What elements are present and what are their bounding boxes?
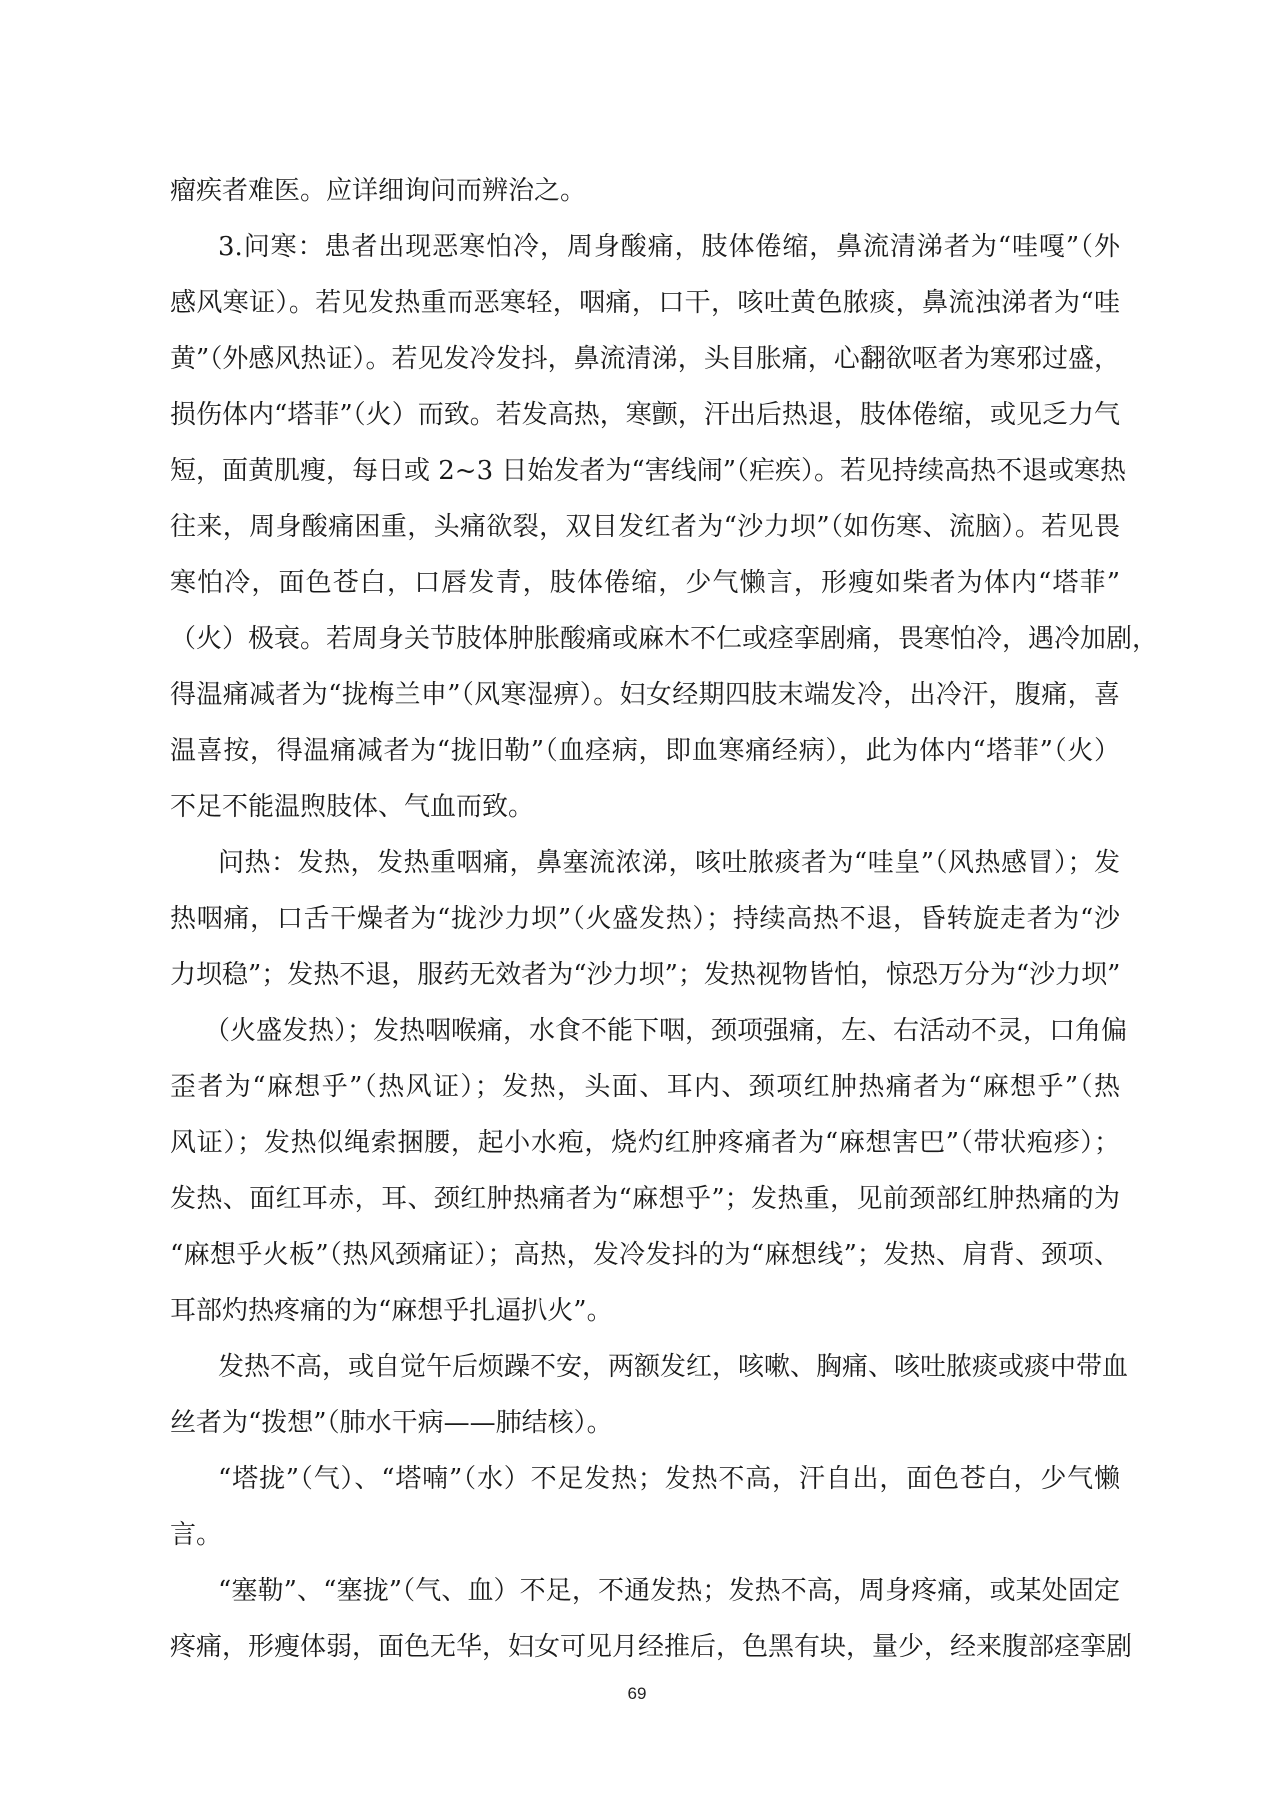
text-line: 发热、面红耳赤，耳、颈红肿热痛者为“麻想乎”；发热重，见前颈部红肿热痛的为 (170, 1184, 1120, 1214)
text-line: 歪者为“麻想乎”（热风证）；发热，头面、耳内、颈项红肿热痛者为“麻想乎”（热 (170, 1072, 1120, 1102)
text-line: 言。 (170, 1520, 223, 1550)
text-line: 寒怕冷，面色苍白，口唇发青，肢体倦缩，少气懒言，形瘦如柴者为体内“塔菲” (170, 568, 1120, 598)
text-line: 丝者为“拨想”（肺水干病——肺结核）。 (170, 1408, 613, 1438)
text-line: （火盛发热）；发热咽喉痛，水食不能下咽，颈项强痛，左、右活动不灵，口角偏 (204, 1016, 1128, 1046)
text-line: 温喜按，得温痛减者为“拢旧勒”（血痉病，即血寒痛经病），此为体内“塔菲”（火） (170, 736, 1120, 766)
text-line: 得温痛减者为“拢梅兰申”（风寒湿痹）。妇女经期四肢末端发冷，出冷汗，腹痛，喜 (170, 680, 1120, 710)
text-line: 感风寒证）。若见发热重而恶寒轻，咽痛，口干，咳吐黄色脓痰，鼻流浊涕者为“哇 (170, 288, 1120, 318)
text-line: 热咽痛，口舌干燥者为“拢沙力坝”（火盛发热）；持续高热不退，昏转旋走者为“沙 (170, 904, 1120, 934)
text-line: 力坝稳”；发热不退，服药无效者为“沙力坝”；发热视物皆怕，惊恐万分为“沙力坝” (170, 960, 1121, 990)
text-line: （火）极衰。若周身关节肢体肿胀酸痛或麻木不仁或痉挛剧痛，畏寒怕冷，遇冷加剧， (170, 624, 1159, 654)
text-line: 3.问寒：患者出现恶寒怕冷，周身酸痛，肢体倦缩，鼻流清涕者为“哇嘎”（外 (218, 232, 1120, 262)
text-line: 疼痛，形瘦体弱，面色无华，妇女可见月经推后，色黑有块，量少，经来腹部痉挛剧 (170, 1632, 1133, 1662)
text-line: “塔拢”（气）、“塔喃”（水）不足发热；发热不高，汗自出，面色苍白，少气懒 (218, 1464, 1120, 1494)
text-line: 风证）；发热似绳索捆腰，起小水疱，烧灼红肿疼痛者为“麻想害巴”（带状疱疹）； (170, 1128, 1120, 1158)
text-line: 往来，周身酸痛困重，头痛欲裂，双目发红者为“沙力坝”（如伤寒、流脑）。若见畏 (170, 512, 1120, 542)
page-number: 69 (627, 1684, 647, 1703)
text-line: 发热不高，或自觉午后烦躁不安，两额发红，咳嗽、胸痛、咳吐脓痰或痰中带血 (218, 1352, 1129, 1382)
text-line: 问热：发热，发热重咽痛，鼻塞流浓涕，咳吐脓痰者为“哇皇”（风热感冒）；发 (218, 848, 1120, 878)
text-line: “塞勒”、“塞拢”（气、血）不足，不通发热；发热不高，周身疼痛，或某处固定 (218, 1576, 1120, 1606)
text-line: 黄”（外感风热证）。若见发冷发抖，鼻流清涕，头目胀痛，心翻欲呕者为寒邪过盛， (170, 344, 1120, 374)
text-line: 损伤体内“塔菲”（火）而致。若发高热，寒颤，汗出后热退，肢体倦缩，或见乏力气 (170, 400, 1120, 430)
text-line: “麻想乎火板”（热风颈痛证）；高热，发冷发抖的为“麻想线”；发热、肩背、颈项、 (170, 1240, 1120, 1270)
text-line: 耳部灼热疼痛的为“麻想乎扎逼扒火”。 (170, 1296, 613, 1326)
text-line: 瘤疾者难医。应详细询问而辨治之。 (170, 176, 587, 206)
text-line: 不足不能温煦肢体、气血而致。 (170, 792, 535, 822)
text-line: 短，面黄肌瘦，每日或 2~3 日始发者为“害线闹”（疟疾）。若见持续高热不退或寒热 (170, 456, 1126, 486)
